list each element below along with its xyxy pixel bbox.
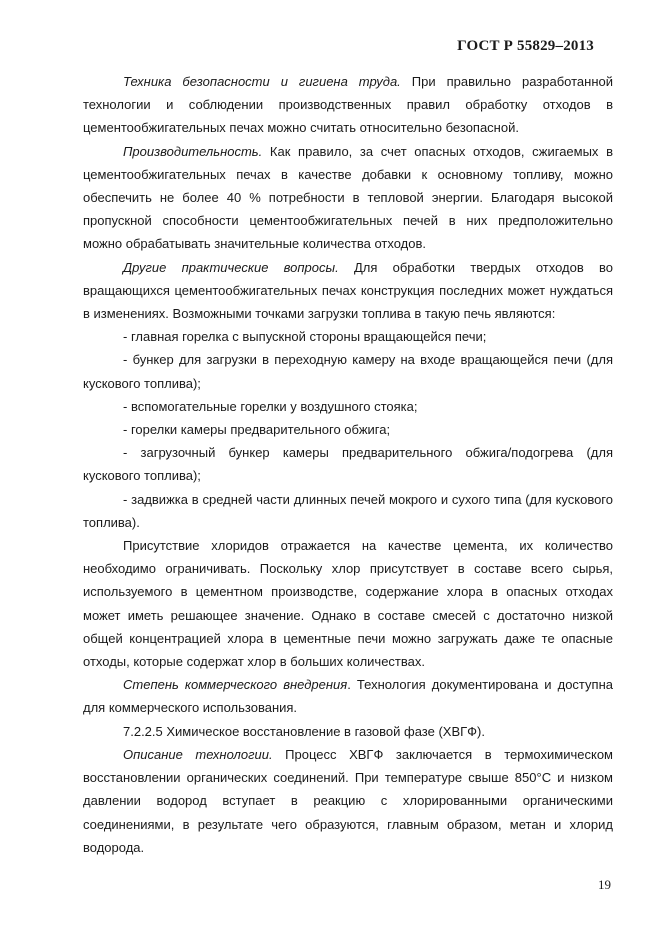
list-item: - задвижка в средней части длинных печей мокрого и сухого типа (для кускового топлива). bbox=[83, 491, 613, 530]
paragraph-chlorides: Присутствие хлоридов отражается на качестве цемента, их количество необходимо ограничивать. Поскольку хлор присутствует в составе всего сырья, используемого в цементном производстве, содержание хлора в опасных отходах может иметь решающее значение. Однако в составе смесей с достаточно низкой общей концентрацией хлора в цементные печи можно загружать даже те опасные отходы, которые содержат хлор в больших количествах. bbox=[83, 538, 613, 670]
paragraph-lead: Производительность. bbox=[123, 143, 263, 159]
paragraph-safety bbox=[83, 70, 613, 140]
page-number: 19 bbox=[598, 877, 611, 892]
list-item: - главная горелка с выпускной стороны вращающейся печи; bbox=[123, 329, 487, 345]
paragraph-text: Как правило, за счет опасных отходов, сжигаемых в цементообжигательных печах в качестве добавки к основному топливу, можно обеспечить не более 40 % потребности в тепловой энергии. Благодаря высокой пропускной способности цементообжигательных печей в них предположительно можно обрабатывать значительные количества отходов. bbox=[83, 143, 613, 252]
paragraph-commercial bbox=[83, 673, 613, 719]
list-item: - вспомогательные горелки у воздушного стояка; bbox=[123, 398, 418, 414]
section-title: 7.2.2.5 Химическое восстановление в газовой фазе (ХВГФ). bbox=[123, 723, 485, 739]
paragraph-text: . Технология документирована и доступна для коммерческого использования. bbox=[83, 677, 613, 716]
paragraph-lead: Степень коммерческого внедрения bbox=[123, 677, 348, 693]
paragraph-text: Для обработки твердых отходов во вращающихся цементообжигательных печах конструкция последних может нуждаться в изменениях. Возможными точками загрузки топлива в такую печь являются: bbox=[83, 259, 613, 322]
list-item: - горелки камеры предварительного обжига; bbox=[123, 422, 391, 438]
paragraph-text: Процесс ХВГФ заключается в термохимическом восстановлении органических соединений. При температуре свыше 850°С и низком давлении водород вступает в реакцию с хлорированными органическими соединениями, в результате чего образуются, главным образом, метан и хлорид водорода. bbox=[83, 746, 613, 855]
paragraph-description bbox=[83, 743, 613, 859]
paragraph-lead: Описание технологии. bbox=[123, 746, 273, 762]
list-item: - бункер для загрузки в переходную камеру на входе вращающейся печи (для кускового топлива); bbox=[83, 352, 613, 391]
document-header: ГОСТ Р 55829–2013 bbox=[457, 38, 594, 54]
paragraph-productivity bbox=[83, 140, 613, 256]
paragraph-lead: Техника безопасности и гигиена труда. bbox=[123, 74, 401, 89]
paragraph-text: При правильно разработанной технологии и соблюдении производственных правил обработку отходов в цементообжигательных печах можно считать относительно безопасной. bbox=[83, 74, 613, 136]
paragraph-lead: Другие практические вопросы. bbox=[123, 259, 339, 275]
list-item: - загрузочный бункер камеры предварительного обжига/подогрева (для кускового топлива); bbox=[83, 445, 613, 484]
document-body bbox=[83, 70, 613, 859]
paragraph-practical bbox=[83, 256, 613, 326]
